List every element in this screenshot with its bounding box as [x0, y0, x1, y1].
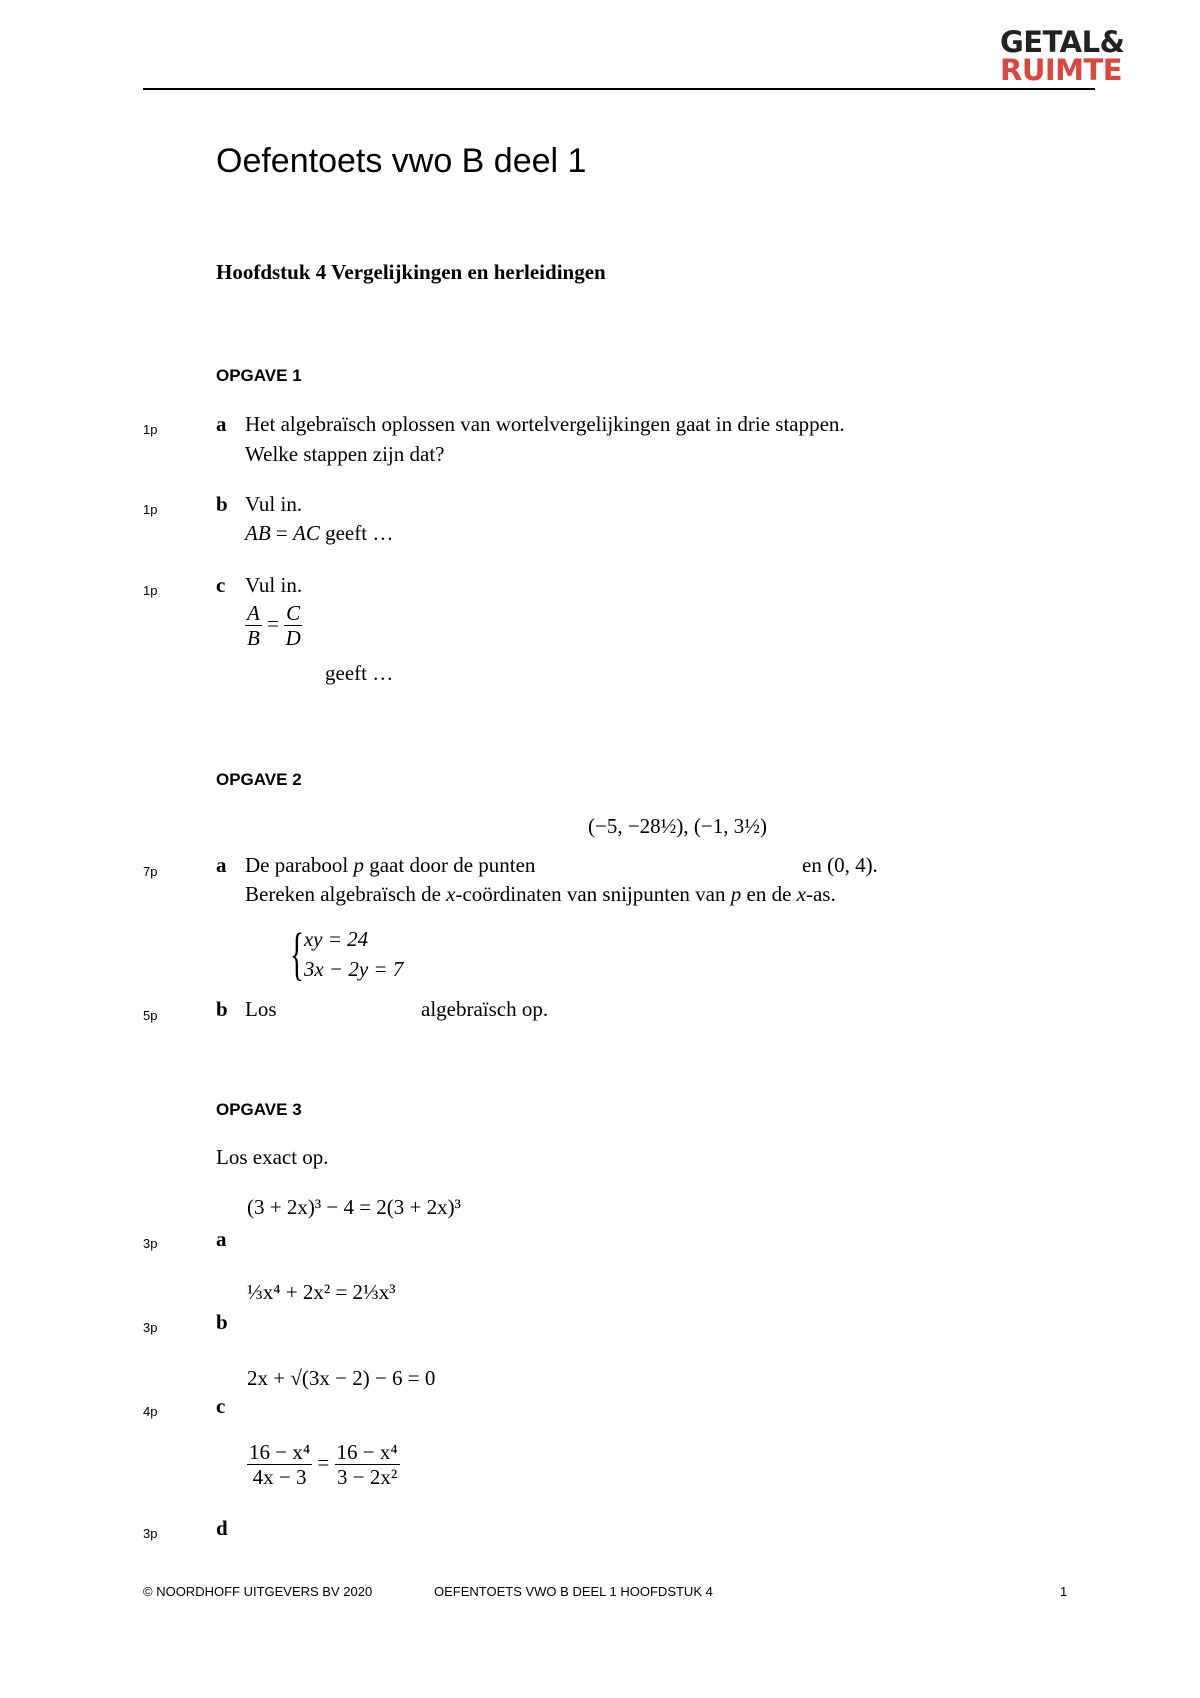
fraction-left: [247, 1440, 312, 1489]
label-1a: a: [216, 412, 227, 436]
label-3c: c: [216, 1394, 226, 1418]
opgave-1-heading: OPGAVE 1: [216, 366, 302, 385]
text-part: -as.: [805, 882, 836, 906]
numerator-right: 16 − x⁴: [336, 1440, 398, 1464]
label-1b: b: [216, 492, 228, 516]
logo-line-1: GETAL&: [1000, 25, 1125, 59]
question-2a-line-1-end: en (0, 4).: [802, 853, 878, 877]
eq-tail: geeft …: [319, 521, 394, 545]
numerator-a: A: [247, 601, 260, 625]
var-x: x: [446, 882, 456, 906]
opgave-3-intro: Los exact op.: [216, 1145, 329, 1169]
equals-sign: =: [267, 611, 279, 636]
text-mid: gaat door de punten: [363, 853, 536, 877]
fraction-a-over-b: [245, 601, 262, 650]
chapter-heading: Hoofdstuk 4 Vergelijkingen en herleidingen: [216, 260, 606, 284]
equation-system: [290, 921, 404, 986]
eq-lhs: AB: [245, 521, 271, 545]
text-start: De parabool: [245, 853, 354, 877]
points-3c: 4p: [143, 1404, 158, 1419]
points-1a: 1p: [143, 422, 158, 437]
equals-sign: =: [317, 1450, 330, 1475]
points-2a: 7p: [143, 864, 158, 879]
question-1c-tail: geeft …: [325, 661, 394, 685]
text-part: Bereken algebraïsch de: [245, 882, 447, 906]
denominator-b: B: [247, 626, 260, 651]
opgave-2-heading: OPGAVE 2: [216, 770, 302, 789]
formula-3b: ⅓x⁴ + 2x² = 2⅓x³: [247, 1280, 396, 1304]
question-1c-fraction-equation: [245, 601, 302, 650]
question-2b-end: algebraïsch op.: [421, 997, 549, 1021]
logo-line-2: RUIMTE: [1000, 53, 1123, 87]
formula-3d: [247, 1440, 400, 1489]
points-1c: 1p: [143, 583, 158, 598]
system-line-2: 3x − 2y = 7: [303, 957, 404, 981]
var-x: x: [796, 882, 806, 906]
question-1a-line-1: Het algebraïsch oplossen van wortelvergelijkingen gaat in drie stappen.: [245, 412, 845, 436]
question-2a-line-2: [245, 882, 836, 907]
points-1b: 1p: [143, 502, 158, 517]
denominator-right: 3 − 2x²: [337, 1465, 398, 1490]
formula-3a: (3 + 2x)³ − 4 = 2(3 + 2x)³: [247, 1195, 461, 1219]
label-3b: b: [216, 1310, 228, 1334]
label-3d: d: [216, 1516, 228, 1540]
footer-page-number: 1: [1060, 1584, 1068, 1599]
denominator-d: D: [285, 626, 301, 651]
left-brace-icon: {: [290, 921, 304, 986]
points-3a: 3p: [143, 1236, 158, 1251]
system-lines: [304, 924, 403, 984]
denominator-left: 4x − 3: [252, 1465, 307, 1490]
question-1b-line-1: Vul in.: [245, 492, 303, 516]
var-p: p: [730, 882, 742, 906]
text-part: -coördinaten van snijpunten van: [455, 882, 731, 906]
label-2b: b: [216, 997, 228, 1021]
label-3a: a: [216, 1227, 227, 1251]
points-2b: 5p: [143, 1008, 158, 1023]
numerator-left: 16 − x⁴: [249, 1440, 311, 1464]
points-3d: 3p: [143, 1526, 158, 1541]
page-title: Oefentoets vwo B deel 1: [216, 142, 587, 180]
question-1b-equation: [245, 521, 393, 546]
points-formula: (−5, −28½), (−1, 3½): [588, 814, 768, 838]
question-1a-line-2: Welke stappen zijn dat?: [245, 442, 445, 466]
question-1c-line-1: Vul in.: [245, 573, 303, 597]
eq-op: =: [270, 521, 293, 545]
system-line-1: xy = 24: [303, 927, 369, 951]
question-2b-start: Los: [245, 997, 277, 1021]
label-2a: a: [216, 853, 227, 877]
footer-copyright: © NOORDHOFF UITGEVERS BV 2020: [143, 1584, 373, 1599]
numerator-c: C: [286, 601, 301, 625]
formula-3c: 2x + √(3x − 2) − 6 = 0: [247, 1366, 436, 1390]
header-rule: [143, 88, 1095, 90]
text-part: en de: [741, 882, 797, 906]
var-p: p: [353, 853, 364, 877]
publisher-logo: [1000, 25, 1125, 87]
footer-document: OEFENTOETS VWO B DEEL 1 HOOFDSTUK 4: [434, 1584, 713, 1599]
question-2a-line-1: [245, 853, 535, 878]
points-3b: 3p: [143, 1320, 158, 1335]
opgave-3-heading: OPGAVE 3: [216, 1100, 302, 1119]
fraction-right: [335, 1440, 400, 1489]
eq-rhs: AC: [293, 521, 320, 545]
label-1c: c: [216, 573, 226, 597]
fraction-c-over-d: [284, 601, 302, 650]
